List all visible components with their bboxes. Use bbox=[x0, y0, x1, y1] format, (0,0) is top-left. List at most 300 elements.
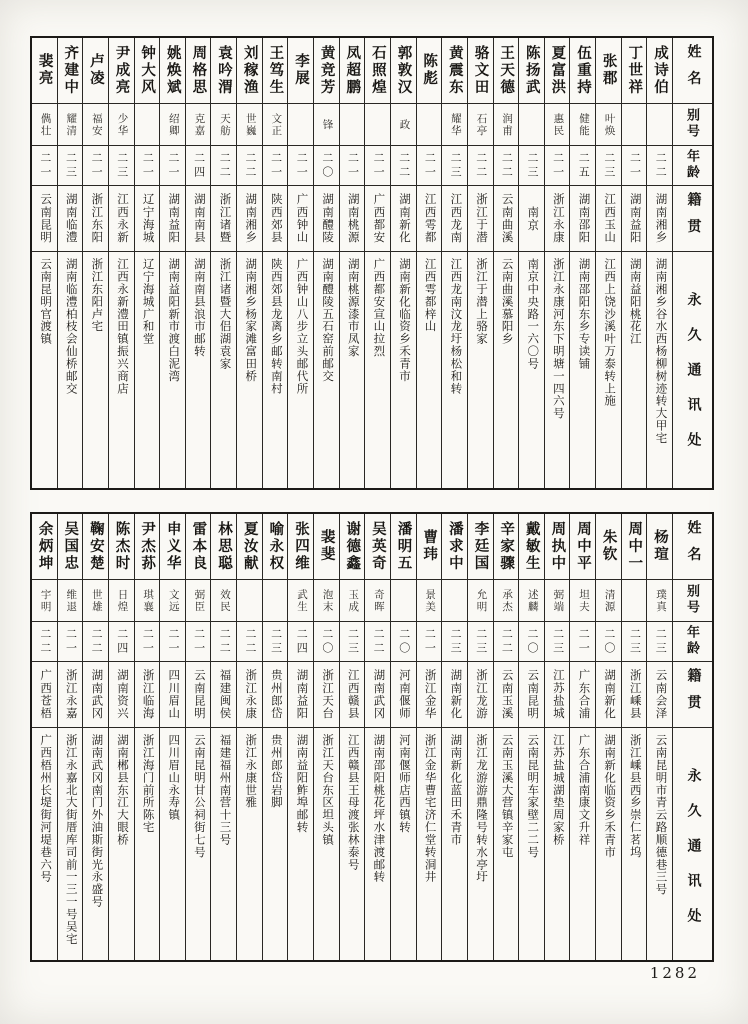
age-cell: 二三 bbox=[58, 146, 83, 186]
native-place-cell: 浙江龙游 bbox=[468, 662, 493, 728]
age-cell: 二一 bbox=[58, 622, 83, 662]
header-native-label: 籍贯 bbox=[673, 662, 712, 728]
address-cell: 湖南临澧柏枝会仙桥邮交 bbox=[64, 258, 77, 395]
person-column bbox=[287, 38, 313, 488]
page-number: 1282 bbox=[649, 964, 700, 982]
person-column bbox=[134, 38, 160, 488]
name-cell: 黄竞芳 bbox=[314, 38, 339, 104]
address-cell: 湖南桃源漆市凤家 bbox=[346, 258, 359, 358]
alias-cell: 宇明 bbox=[32, 580, 57, 622]
age-cell: 二四 bbox=[288, 622, 313, 662]
address-cell: 辽宁海城广和堂 bbox=[141, 258, 154, 345]
name-cell: 林思聪 bbox=[211, 514, 236, 580]
alias-cell bbox=[622, 104, 647, 146]
name-cell: 吴英奇 bbox=[365, 514, 390, 580]
person-column bbox=[544, 514, 570, 960]
person-column bbox=[518, 514, 544, 960]
native-place-cell: 湖南新化 bbox=[442, 662, 467, 728]
address-cell: 江西赣县王母渡张林泰号 bbox=[346, 734, 359, 871]
person-column bbox=[108, 38, 134, 488]
native-place-cell: 云南曲溪 bbox=[494, 186, 519, 252]
native-place-cell: 湖南南县 bbox=[186, 186, 211, 252]
name-cell: 谢德鑫 bbox=[340, 514, 365, 580]
alias-cell: 弼臣 bbox=[186, 580, 211, 622]
age-cell: 二一 bbox=[365, 146, 390, 186]
alias-cell: 世雄 bbox=[83, 580, 108, 622]
native-place-cell: 浙江嵊县 bbox=[622, 662, 647, 728]
alias-cell: 承杰 bbox=[494, 580, 519, 622]
address-cell: 浙江永康世雅 bbox=[244, 734, 257, 809]
alias-cell bbox=[340, 104, 365, 146]
alias-cell: 世巍 bbox=[237, 104, 262, 146]
alias-cell: 璞真 bbox=[647, 580, 672, 622]
person-column bbox=[390, 514, 416, 960]
age-cell: 二二 bbox=[237, 146, 262, 186]
native-place-cell: 湖南新化 bbox=[596, 662, 621, 728]
address-cell: 浙江天台东区坦头镇 bbox=[321, 734, 334, 846]
alias-cell: 儁壮 bbox=[32, 104, 57, 146]
name-cell: 卢凌 bbox=[83, 38, 108, 104]
alias-cell: 日煌 bbox=[109, 580, 134, 622]
age-cell: 二一 bbox=[32, 146, 57, 186]
address-cell: 江西雩都梓山 bbox=[423, 258, 436, 333]
alias-cell bbox=[417, 104, 442, 146]
alias-cell bbox=[135, 104, 160, 146]
person-column bbox=[210, 514, 236, 960]
address-cell: 福建福州南营十三号 bbox=[218, 734, 231, 846]
person-column bbox=[313, 38, 339, 488]
age-cell: 二三 bbox=[468, 622, 493, 662]
address-cell: 江苏盐城湖垫周家桥 bbox=[551, 734, 564, 846]
alias-cell: 耀清 bbox=[58, 104, 83, 146]
age-cell: 二二 bbox=[647, 146, 672, 186]
native-place-cell: 江苏盐城 bbox=[545, 662, 570, 728]
native-place-cell: 湖南邵阳 bbox=[570, 186, 595, 252]
age-cell: 二〇 bbox=[391, 622, 416, 662]
name-cell: 骆文田 bbox=[468, 38, 493, 104]
person-column bbox=[493, 514, 519, 960]
age-cell: 二二 bbox=[211, 622, 236, 662]
name-cell: 齐建中 bbox=[58, 38, 83, 104]
name-cell: 周中一 bbox=[622, 514, 647, 580]
native-place-cell: 湖南湘乡 bbox=[647, 186, 672, 252]
table-header-column bbox=[672, 38, 712, 488]
address-cell: 浙江永康河东下明塘一四六号 bbox=[551, 258, 564, 420]
age-cell: 二〇 bbox=[314, 146, 339, 186]
directory-table-top bbox=[30, 36, 714, 490]
name-cell: 刘稼渔 bbox=[237, 38, 262, 104]
person-column bbox=[646, 38, 672, 488]
header-address-label: 永久通讯处 bbox=[685, 292, 701, 467]
address-cell: 湖南益阳新市渡白泥湾 bbox=[167, 258, 180, 383]
native-place-cell: 四川眉山 bbox=[160, 662, 185, 728]
header-name-label: 姓名 bbox=[673, 38, 712, 104]
header-address-label: 永久通讯处 bbox=[685, 768, 701, 943]
name-cell: 鞠安楚 bbox=[83, 514, 108, 580]
native-place-cell: 湖南新化 bbox=[391, 186, 416, 252]
name-cell: 辛家骤 bbox=[494, 514, 519, 580]
person-column bbox=[262, 38, 288, 488]
native-place-cell: 南京 bbox=[519, 186, 544, 252]
alias-cell: 文远 bbox=[160, 580, 185, 622]
age-cell: 二二 bbox=[237, 622, 262, 662]
age-cell: 二一 bbox=[288, 146, 313, 186]
native-place-cell: 广西苍梧 bbox=[32, 662, 57, 728]
alias-cell: 锋 bbox=[314, 104, 339, 146]
name-cell: 郭敦汉 bbox=[391, 38, 416, 104]
native-place-cell: 广西钟山 bbox=[288, 186, 313, 252]
native-place-cell: 贵州郎岱 bbox=[263, 662, 288, 728]
alias-cell: 景美 bbox=[417, 580, 442, 622]
address-cell: 湖南武冈南门外油斯街光永盛号 bbox=[90, 734, 103, 908]
name-cell: 黄震东 bbox=[442, 38, 467, 104]
name-cell: 戴敏生 bbox=[519, 514, 544, 580]
age-cell: 二三 bbox=[442, 146, 467, 186]
name-cell: 成诗伯 bbox=[647, 38, 672, 104]
name-cell: 尹成亮 bbox=[109, 38, 134, 104]
name-cell: 王笃生 bbox=[263, 38, 288, 104]
person-column bbox=[210, 38, 236, 488]
address-cell: 广西梧州长堤街河堤巷六号 bbox=[39, 734, 52, 884]
native-place-cell: 江西雩都 bbox=[417, 186, 442, 252]
age-cell: 二〇 bbox=[596, 622, 621, 662]
address-cell: 贵州郎岱岩脚 bbox=[269, 734, 282, 809]
address-cell: 四川眉山永寿镇 bbox=[167, 734, 180, 821]
person-column bbox=[467, 38, 493, 488]
alias-cell bbox=[391, 580, 416, 622]
person-column bbox=[364, 38, 390, 488]
person-column bbox=[364, 514, 390, 960]
address-cell: 江西上饶沙溪叶万泰转上施 bbox=[603, 258, 616, 408]
age-cell: 二二 bbox=[468, 146, 493, 186]
name-cell: 杨瑄 bbox=[647, 514, 672, 580]
name-cell: 张四维 bbox=[288, 514, 313, 580]
alias-cell: 天舫 bbox=[211, 104, 236, 146]
alias-cell bbox=[237, 580, 262, 622]
person-column bbox=[493, 38, 519, 488]
name-cell: 尹杰荪 bbox=[135, 514, 160, 580]
native-place-cell: 浙江诸暨 bbox=[211, 186, 236, 252]
name-cell: 潘明五 bbox=[391, 514, 416, 580]
person-column bbox=[569, 514, 595, 960]
name-cell: 陈扬武 bbox=[519, 38, 544, 104]
alias-cell bbox=[288, 104, 313, 146]
address-cell: 浙江于潜上骆家 bbox=[474, 258, 487, 345]
address-cell: 云南玉溪大营镇辛家屯 bbox=[500, 734, 513, 859]
age-cell: 二三 bbox=[442, 622, 467, 662]
address-cell: 湖南邵阳桃花坪水津渡邮转 bbox=[372, 734, 385, 884]
person-column bbox=[32, 514, 57, 960]
age-cell: 二三 bbox=[109, 146, 134, 186]
address-cell: 江西永新澧田镇振兴商店 bbox=[115, 258, 128, 395]
name-cell: 曹玮 bbox=[417, 514, 442, 580]
native-place-cell: 湖南湘乡 bbox=[237, 186, 262, 252]
name-cell: 夏汝献 bbox=[237, 514, 262, 580]
name-cell: 雷本良 bbox=[186, 514, 211, 580]
person-column bbox=[134, 514, 160, 960]
person-column bbox=[569, 38, 595, 488]
person-column bbox=[57, 514, 83, 960]
alias-cell: 效民 bbox=[211, 580, 236, 622]
age-cell: 二一 bbox=[622, 146, 647, 186]
native-place-cell: 广西都安 bbox=[365, 186, 390, 252]
person-column bbox=[441, 38, 467, 488]
alias-cell bbox=[365, 104, 390, 146]
alias-cell: 惠民 bbox=[545, 104, 570, 146]
person-column bbox=[621, 514, 647, 960]
alias-cell bbox=[442, 580, 467, 622]
alias-cell: 琪襄 bbox=[135, 580, 160, 622]
age-cell: 二一 bbox=[417, 622, 442, 662]
name-cell: 吴国忠 bbox=[58, 514, 83, 580]
age-cell: 二二 bbox=[391, 146, 416, 186]
native-place-cell: 浙江永康 bbox=[237, 662, 262, 728]
native-place-cell: 湖南临澧 bbox=[58, 186, 83, 252]
name-cell: 石照煌 bbox=[365, 38, 390, 104]
age-cell: 二二 bbox=[83, 622, 108, 662]
age-cell: 二四 bbox=[109, 622, 134, 662]
person-column bbox=[313, 514, 339, 960]
alias-cell: 健能 bbox=[570, 104, 595, 146]
address-cell: 湖南新化临资乡禾青市 bbox=[398, 258, 411, 383]
person-column bbox=[467, 514, 493, 960]
alias-cell: 叶焕 bbox=[596, 104, 621, 146]
person-column bbox=[185, 514, 211, 960]
header-name-label: 姓名 bbox=[673, 514, 712, 580]
native-place-cell: 江西永新 bbox=[109, 186, 134, 252]
address-cell: 江西龙南汶龙圩杨松和转 bbox=[449, 258, 462, 395]
person-column bbox=[544, 38, 570, 488]
address-cell: 浙江永嘉北大街厝库司前一三一号吴宅 bbox=[64, 734, 77, 946]
person-column bbox=[595, 514, 621, 960]
alias-cell: 述麟 bbox=[519, 580, 544, 622]
age-cell: 二〇 bbox=[314, 622, 339, 662]
name-cell: 周中平 bbox=[570, 514, 595, 580]
address-cell: 广西钟山八步立头邮代所 bbox=[295, 258, 308, 395]
person-column bbox=[82, 514, 108, 960]
person-column bbox=[262, 514, 288, 960]
age-cell: 二三 bbox=[622, 622, 647, 662]
age-cell: 二三 bbox=[519, 146, 544, 186]
age-cell: 二二 bbox=[494, 622, 519, 662]
native-place-cell: 云南昆明 bbox=[519, 662, 544, 728]
alias-cell: 石亭 bbox=[468, 104, 493, 146]
age-cell: 二二 bbox=[494, 146, 519, 186]
native-place-cell: 云南昆明 bbox=[186, 662, 211, 728]
address-cell: 浙江诸暨大侣湖袁家 bbox=[218, 258, 231, 370]
age-cell: 二五 bbox=[570, 146, 595, 186]
address-cell: 浙江金华曹宅济仁堂转洞井 bbox=[423, 734, 436, 884]
alias-cell: 绍卿 bbox=[160, 104, 185, 146]
native-place-cell: 湖南益阳 bbox=[288, 662, 313, 728]
age-cell: 二三 bbox=[545, 622, 570, 662]
native-place-cell: 浙江临海 bbox=[135, 662, 160, 728]
name-cell: 丁世祥 bbox=[622, 38, 647, 104]
alias-cell: 泡末 bbox=[314, 580, 339, 622]
age-cell: 二四 bbox=[186, 146, 211, 186]
age-cell: 二一 bbox=[83, 146, 108, 186]
person-column bbox=[236, 514, 262, 960]
age-cell: 二〇 bbox=[519, 622, 544, 662]
name-cell: 朱钦 bbox=[596, 514, 621, 580]
header-native-label: 籍贯 bbox=[673, 186, 712, 252]
name-cell: 申义华 bbox=[160, 514, 185, 580]
alias-cell bbox=[647, 104, 672, 146]
name-cell: 潘求中 bbox=[442, 514, 467, 580]
native-place-cell: 湖南武冈 bbox=[365, 662, 390, 728]
person-column bbox=[390, 38, 416, 488]
name-cell: 姚焕斌 bbox=[160, 38, 185, 104]
address-cell: 南京中央路一六〇号 bbox=[526, 258, 539, 370]
age-cell: 二二 bbox=[365, 622, 390, 662]
alias-cell: 少华 bbox=[109, 104, 134, 146]
name-cell: 喻永权 bbox=[263, 514, 288, 580]
age-cell: 二三 bbox=[647, 622, 672, 662]
native-place-cell: 浙江于潜 bbox=[468, 186, 493, 252]
address-cell: 湖南湘乡杨家滩富田桥 bbox=[244, 258, 257, 383]
alias-cell: 玉成 bbox=[340, 580, 365, 622]
person-column bbox=[339, 514, 365, 960]
name-cell: 袁吟渭 bbox=[211, 38, 236, 104]
address-cell: 云南昆明官渡镇 bbox=[39, 258, 52, 345]
native-place-cell: 云南会泽 bbox=[647, 662, 672, 728]
address-cell: 广西都安宣山拉烈 bbox=[372, 258, 385, 358]
alias-cell: 文正 bbox=[263, 104, 288, 146]
native-place-cell: 陕西郊县 bbox=[263, 186, 288, 252]
address-cell: 湖南邵阳东乡专读铺 bbox=[577, 258, 590, 370]
address-cell: 浙江嵊县西乡崇仁茗坞 bbox=[628, 734, 641, 859]
directory-table-bottom bbox=[30, 512, 714, 962]
age-cell: 二一 bbox=[135, 146, 160, 186]
native-place-cell: 浙江天台 bbox=[314, 662, 339, 728]
person-column bbox=[621, 38, 647, 488]
native-place-cell: 江西龙南 bbox=[442, 186, 467, 252]
header-age-label: 年龄 bbox=[673, 622, 712, 662]
name-cell: 裴斐 bbox=[314, 514, 339, 580]
age-cell: 二一 bbox=[570, 622, 595, 662]
address-cell: 云南昆明甘公祠街七号 bbox=[192, 734, 205, 859]
native-place-cell: 江西赣县 bbox=[340, 662, 365, 728]
person-column bbox=[185, 38, 211, 488]
alias-cell: 克嘉 bbox=[186, 104, 211, 146]
person-column bbox=[646, 514, 672, 960]
name-cell: 钟大风 bbox=[135, 38, 160, 104]
table-header-column bbox=[672, 514, 712, 960]
native-place-cell: 湖南资兴 bbox=[109, 662, 134, 728]
header-alias-label: 别号 bbox=[673, 580, 712, 622]
alias-cell: 奇晖 bbox=[365, 580, 390, 622]
alias-cell: 清源 bbox=[596, 580, 621, 622]
name-cell: 裴亮 bbox=[32, 38, 57, 104]
person-column bbox=[595, 38, 621, 488]
address-cell: 湖南郴县东江大眼桥 bbox=[115, 734, 128, 846]
address-cell: 广东合浦南康文升祥 bbox=[577, 734, 590, 846]
person-column bbox=[441, 514, 467, 960]
name-cell: 陈彪 bbox=[417, 38, 442, 104]
name-cell: 周执中 bbox=[545, 514, 570, 580]
alias-cell: 坦夫 bbox=[570, 580, 595, 622]
native-place-cell: 湖南益阳 bbox=[160, 186, 185, 252]
address-cell: 湖南益阳鲊埠邮转 bbox=[295, 734, 308, 834]
native-place-cell: 湖南桃源 bbox=[340, 186, 365, 252]
person-column bbox=[339, 38, 365, 488]
native-place-cell: 广东合浦 bbox=[570, 662, 595, 728]
name-cell: 伍重持 bbox=[570, 38, 595, 104]
age-cell: 二三 bbox=[596, 146, 621, 186]
address-cell: 湖南湘乡谷水西杨柳树迹转大甲宅 bbox=[654, 258, 667, 445]
name-cell: 王天德 bbox=[494, 38, 519, 104]
address-cell: 河南偃师店西镇转 bbox=[398, 734, 411, 834]
name-cell: 凤超鹏 bbox=[340, 38, 365, 104]
person-column bbox=[159, 38, 185, 488]
native-place-cell: 浙江金华 bbox=[417, 662, 442, 728]
native-place-cell: 福建闽侯 bbox=[211, 662, 236, 728]
name-cell: 夏富洪 bbox=[545, 38, 570, 104]
alias-cell bbox=[263, 580, 288, 622]
person-column bbox=[236, 38, 262, 488]
address-cell: 陕西郊县龙离乡邮转南村 bbox=[269, 258, 282, 395]
age-cell: 二一 bbox=[160, 622, 185, 662]
name-cell: 李廷国 bbox=[468, 514, 493, 580]
alias-cell: 润甫 bbox=[494, 104, 519, 146]
person-column bbox=[32, 38, 57, 488]
age-cell: 二一 bbox=[263, 146, 288, 186]
address-cell: 浙江东阳卢宅 bbox=[90, 258, 103, 333]
native-place-cell: 浙江永嘉 bbox=[58, 662, 83, 728]
native-place-cell: 湖南醴陵 bbox=[314, 186, 339, 252]
alias-cell: 弼端 bbox=[545, 580, 570, 622]
native-place-cell: 浙江永康 bbox=[545, 186, 570, 252]
native-place-cell: 江西玉山 bbox=[596, 186, 621, 252]
age-cell: 二一 bbox=[135, 622, 160, 662]
address-cell: 浙江龙游游鼎隆号转水亭圩 bbox=[474, 734, 487, 884]
address-cell: 云南昆明市青云路顺德巷三号 bbox=[654, 734, 667, 896]
native-place-cell: 河南偃师 bbox=[391, 662, 416, 728]
name-cell: 周格思 bbox=[186, 38, 211, 104]
address-cell: 湖南新化临资乡禾青市 bbox=[603, 734, 616, 859]
alias-cell bbox=[519, 104, 544, 146]
address-cell: 湖南醴陵五石窑前邮交 bbox=[321, 258, 334, 383]
alias-cell bbox=[622, 580, 647, 622]
address-cell: 湖南新化蓝田禾青市 bbox=[449, 734, 462, 846]
native-place-cell: 云南玉溪 bbox=[494, 662, 519, 728]
header-alias-label: 别号 bbox=[673, 104, 712, 146]
alias-cell: 武生 bbox=[288, 580, 313, 622]
age-cell: 二三 bbox=[340, 622, 365, 662]
age-cell: 二一 bbox=[186, 622, 211, 662]
native-place-cell: 云南昆明 bbox=[32, 186, 57, 252]
person-column bbox=[108, 514, 134, 960]
native-place-cell: 辽宁海城 bbox=[135, 186, 160, 252]
address-cell: 云南曲溪慕阳乡 bbox=[500, 258, 513, 345]
name-cell: 陈杰时 bbox=[109, 514, 134, 580]
alias-cell: 耀华 bbox=[442, 104, 467, 146]
person-column bbox=[82, 38, 108, 488]
alias-cell: 政 bbox=[391, 104, 416, 146]
age-cell: 二一 bbox=[545, 146, 570, 186]
name-cell: 余炳坤 bbox=[32, 514, 57, 580]
age-cell: 二三 bbox=[263, 622, 288, 662]
alias-cell: 维退 bbox=[58, 580, 83, 622]
address-cell: 湖南南县浪市邮转 bbox=[192, 258, 205, 358]
native-place-cell: 浙江东阳 bbox=[83, 186, 108, 252]
name-cell: 李展 bbox=[288, 38, 313, 104]
header-age-label: 年龄 bbox=[673, 146, 712, 186]
age-cell: 二一 bbox=[417, 146, 442, 186]
age-cell: 二二 bbox=[211, 146, 236, 186]
address-cell: 浙江海门前所陈宅 bbox=[141, 734, 154, 834]
native-place-cell: 湖南益阳 bbox=[622, 186, 647, 252]
